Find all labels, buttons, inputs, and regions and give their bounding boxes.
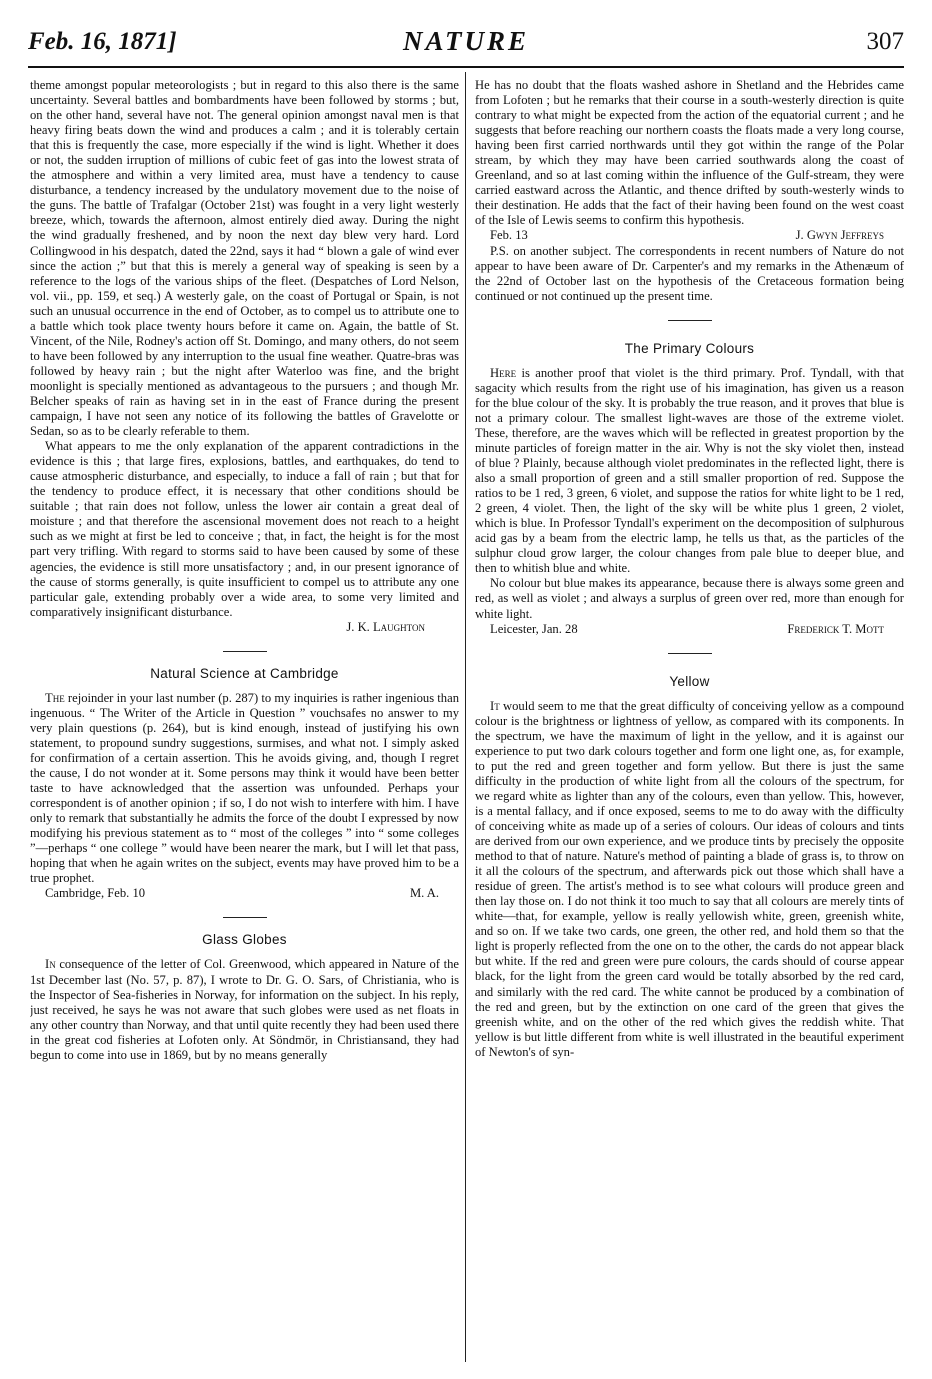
- author-signature: M. A.: [409, 886, 439, 901]
- body-paragraph: [30, 691, 459, 887]
- section-divider: [668, 320, 712, 321]
- paragraph-text: consequence of the letter of Col. Greenwood, which appeared in Nature of the 1st December last (No. 57, p. 87), I wrote to Dr. G. O. Sars, of Christiania, who is the Inspector of Sea-fisheries in Norway, for information on the subject. In his reply, just received, he says he was not aware that such globes were used as net floats in any other country than Norway, and that until quite recently they had been used there in the great cod fisheries at Lofoten only. At Söndmör, in Christiansand, they had begun to come into use in 1869, but by no means generally: [30, 957, 459, 1062]
- signature-line: [475, 622, 904, 637]
- glass-globes-continuation: [475, 78, 904, 304]
- primary-colours-letter: [475, 341, 904, 637]
- paragraph-text: would seem to me that the great difficulty of conceiving yellow as a compound colour is the brightness or lightness of yellow, as compared with its components. In the spectrum, we have the maximum of light in the yellow, and it is against our experience to put two dark colours together and form one light one, as, for example, to put the red and green together and form yellow. But there is just the same difficulty in the production of white light from all the colours of the spectrum, for we regard white as lighter than any of the colours, even than yellow. This, however, is a mental fallacy, and if once exposed, seems to me to do away with the difficulty of conceiving white as made up of a series of colours. Our ideas of colours and tints are derived from our own experience, and we produce tints by precisely the opposite method to that of nature. Nature's method of painting a blade of grass is, to throw on it all the colours of the spectrum, and afterwards pick out those which shall have a residue of green. The artist's method is to see what colours will produce green and then lay those on. I do not think it too much to say that all colours are merely tints of white—that, for example, yellow is really yellowish white, green, greenish white, and so on. If we take two cards, one green, the other red, and hold them so that the light is properly reflected from the one on to the other, the cards do not appear black but white. If the red and green were pure colours, the cards should of course appear black, for the light from the green card would be totally absorbed by the red card, and similarly with the red card. The white cannot be produced by a combination of the red and green, but by the extinction on one card of the green that gives the greenish white, and on the other of the red which gives the reddish white. That yellow is but little different from white is well illustrated in the beautiful experiment of Newton's of syn-: [475, 698, 904, 1059]
- right-column: [475, 78, 904, 1363]
- page-number: 307: [866, 28, 904, 55]
- laughton-letter-continuation: [30, 78, 459, 635]
- postscript: P.S. on another subject. The correspondents in recent numbers of Nature do not appear to have been aware of Dr. Carpenter's and my remarks in the Athenæum of the 22nd of October last on the hypothesis of the Cretaceous formation being continued or not continued up the present time.: [475, 243, 904, 303]
- body-paragraph: No colour but blue makes its appearance, because there is always some green and red, as well as violet ; and always a surplus of green over red, more than enough for white light.: [475, 576, 904, 621]
- body-paragraph: [475, 366, 904, 577]
- letter-date: Feb. 13: [490, 228, 528, 243]
- body-paragraph: theme amongst popular meteorologists ; but in regard to this also there is the same uncertainty. Several battles and bombardments have been followed by storms ; but, on the other hand, several have not. The general opinion amongst naval men is that heavy firing beats down the wind and produces a calm ; and it is tolerably certain that this is frequently the case, more especially if the wind is light. Whether it does or not, the sudden irruption of millions of cubic feet of gas into the lowest strata of the atmosphere and within a very limited area, must have a tendency to cause disturbance, a tendency increased by the undulatory movement due to the noise of the guns. The battle of Trafalgar (October 21st) was fought in a very light westerly breeze, which, towards the afternoon, almost entirely died away. During the night the wind gradually freshened, and by noon the next day blew very hard. Lord Collingwood in his despatch, dated the 22nd, says it had “ blown a gale of wind ever since the action ;” but that this is merely a general way of speaking is seen by a reference to the logs of the various ships of the fleet. (Despatches of Lord Nelson, vol. vii., pp. 159, et seq.) A westerly gale, on the coast of Portugal or Spain, is not such an unusual occurrence in the end of October, as to compel us to attribute one to a battle which took place twenty hours before it came on. Again, the battle of St. Vincent, of the Nile, Rodney's action off St. Domingo, and many others, do not seem to have been followed by any interruption to the usual fine weather. Quatre-bras was followed by heavy rain ; but the night after Waterloo was fine, and the bright moonlight is specially mentioned as advantageous to the pursuers ; and though Mr. Belcher speaks of rain as having set in in the east of France during the present campaign, I have not seen any notice of its following the battles of Gravelotte or Sedan, so as to be clearly referable to them.: [30, 78, 459, 439]
- issue-date: Feb. 16, 1871]: [28, 28, 177, 55]
- section-divider: [223, 651, 267, 652]
- article-title: The Primary Colours: [624, 340, 755, 356]
- author-signature: J. K. Laughton: [346, 619, 425, 634]
- author-signature: Frederick T. Mott: [787, 621, 884, 636]
- article-title: Glass Globes: [202, 932, 287, 948]
- body-paragraph: [30, 957, 459, 1062]
- signature-line: [475, 228, 904, 243]
- paragraph-text: rejoinder in your last number (p. 287) to my inquiries is rather ingenious than ingenuous. “ The Writer of the Article in Question ” vouchsafes no answer to my very plain questions (p. 264), but is kind enough, instead of justifying his own statement, to propound sundry suggestions, surmises, and what not. I simply asked for confirmation of a certain assertion. This he avoids giving, and, though I regret the cause, I do not wonder at it. Some persons may think it would have been better taste to have acknowledged that the assertion was unfounded. Perhaps your correspondent is of another opinion ; if so, I do not wish to interfere with him. I have only to remark that substantially he admits the force of the doubt I expressed by now modifying his previous statement as to “ most of the colleges ” into “ some colleges ”—perhaps “ one college ” would have been nearer the mark, but I will let that pass, hoping that when he again writes on the subject, events may have proved him to be a true prophet.: [30, 690, 459, 886]
- signature-line: [30, 886, 459, 901]
- article-title: Natural Science at Cambridge: [150, 665, 339, 681]
- body-paragraph: He has no doubt that the floats washed ashore in Shetland and the Hebrides came from Lofoten ; but he remarks that their course in a south-westerly direction is quite contrary to what might be expected from the action of the equatorial current ; and he suggests that before reaching our northern coasts the floats made a very long course, having been first carried northwards until they got within the range of the Polar stream, by which they may have been carried southwards along the coast of Greenland, and so at last coming within the influence of the Gulf-stream, they were carried eastward across the Atlantic, and thence drifted by south-westerly winds to their destination. He adds that the fact of their having been found on the west coast of the Isle of Lewis seems to confirm this hypothesis.: [475, 78, 904, 228]
- lead-word: Here: [490, 365, 517, 380]
- body-paragraph: [475, 699, 904, 1060]
- journal-title: NATURE: [402, 26, 530, 56]
- lead-word: In: [45, 957, 56, 972]
- place-date: Cambridge, Feb. 10: [45, 886, 146, 901]
- yellow-letter: [475, 674, 904, 1060]
- lead-word: It: [490, 698, 500, 713]
- column-divider: [465, 72, 466, 1362]
- page-header: [28, 26, 904, 62]
- header-rule: [28, 66, 904, 68]
- section-divider: [668, 653, 712, 654]
- section-divider: [223, 917, 267, 918]
- lead-word: The: [45, 690, 65, 705]
- place-date: Leicester, Jan. 28: [490, 621, 578, 636]
- article-title: Yellow: [669, 673, 710, 689]
- left-column: [30, 78, 459, 1363]
- glass-globes-letter: [30, 932, 459, 1062]
- author-signature: J. Gwyn Jeffreys: [795, 228, 884, 243]
- natural-science-letter: [30, 666, 459, 902]
- paragraph-text: is another proof that violet is the third primary. Prof. Tyndall, with that sagacity which results from the right use of his imagination, has given us a reason for the blue colour of the sky. It is probably the true reason, and it proves that blue is not a primary colour. The smallest light-waves are those of the extreme violet. These, therefore, are the waves which will be reflected in greatest proportion by the minute particles of foreign matter in the air. Why is not the sky violet then, instead of blue ? Plainly, because although violet predominates in the reflected light, there is also a small proportion of green and a still smaller proportion of red. Suppose the ratios to be 1 red, 3 green, 6 violet, and suppose the ratios for white light to be 1 red, 2 green, 4 violet. Then, the light of the sky will be white plus 1 green, 2 violet, which is blue. In Professor Tyndall's experiment on the decomposition of sulphurous acid gas by a beam from the electric lamp, he tells us that, as the particles of the sulphur cloud grow larger, the colour changes from pale blue to deeper blue, and then to whitish blue and white.: [475, 365, 904, 576]
- body-paragraph: What appears to me the only explanation of the apparent contradictions in the evidence is this ; that large fires, explosions, battles, and earthquakes, do tend to cause atmospheric disturbance, and especially, to induce a fall of rain ; but that for the tendency to produce effect, it is necessary that other conditions should be suitable ; that rain does not follow, unless the lower air contain a great deal of moisture ; and that therefore the ascensional movement does not reach to a height such as we might at first be led to conceive ; that, in fact, the height is for the most part very trifling. With regard to storms said to have been caused by some of these agencies, the evidence is still more unsatisfactory ; and, in our present ignorance of the cause of storms generally, is quite insufficient to compel us to attribute any one particular gale, extending probably over a wide area, to some very limited and comparatively insignificant disturbance.: [30, 439, 459, 619]
